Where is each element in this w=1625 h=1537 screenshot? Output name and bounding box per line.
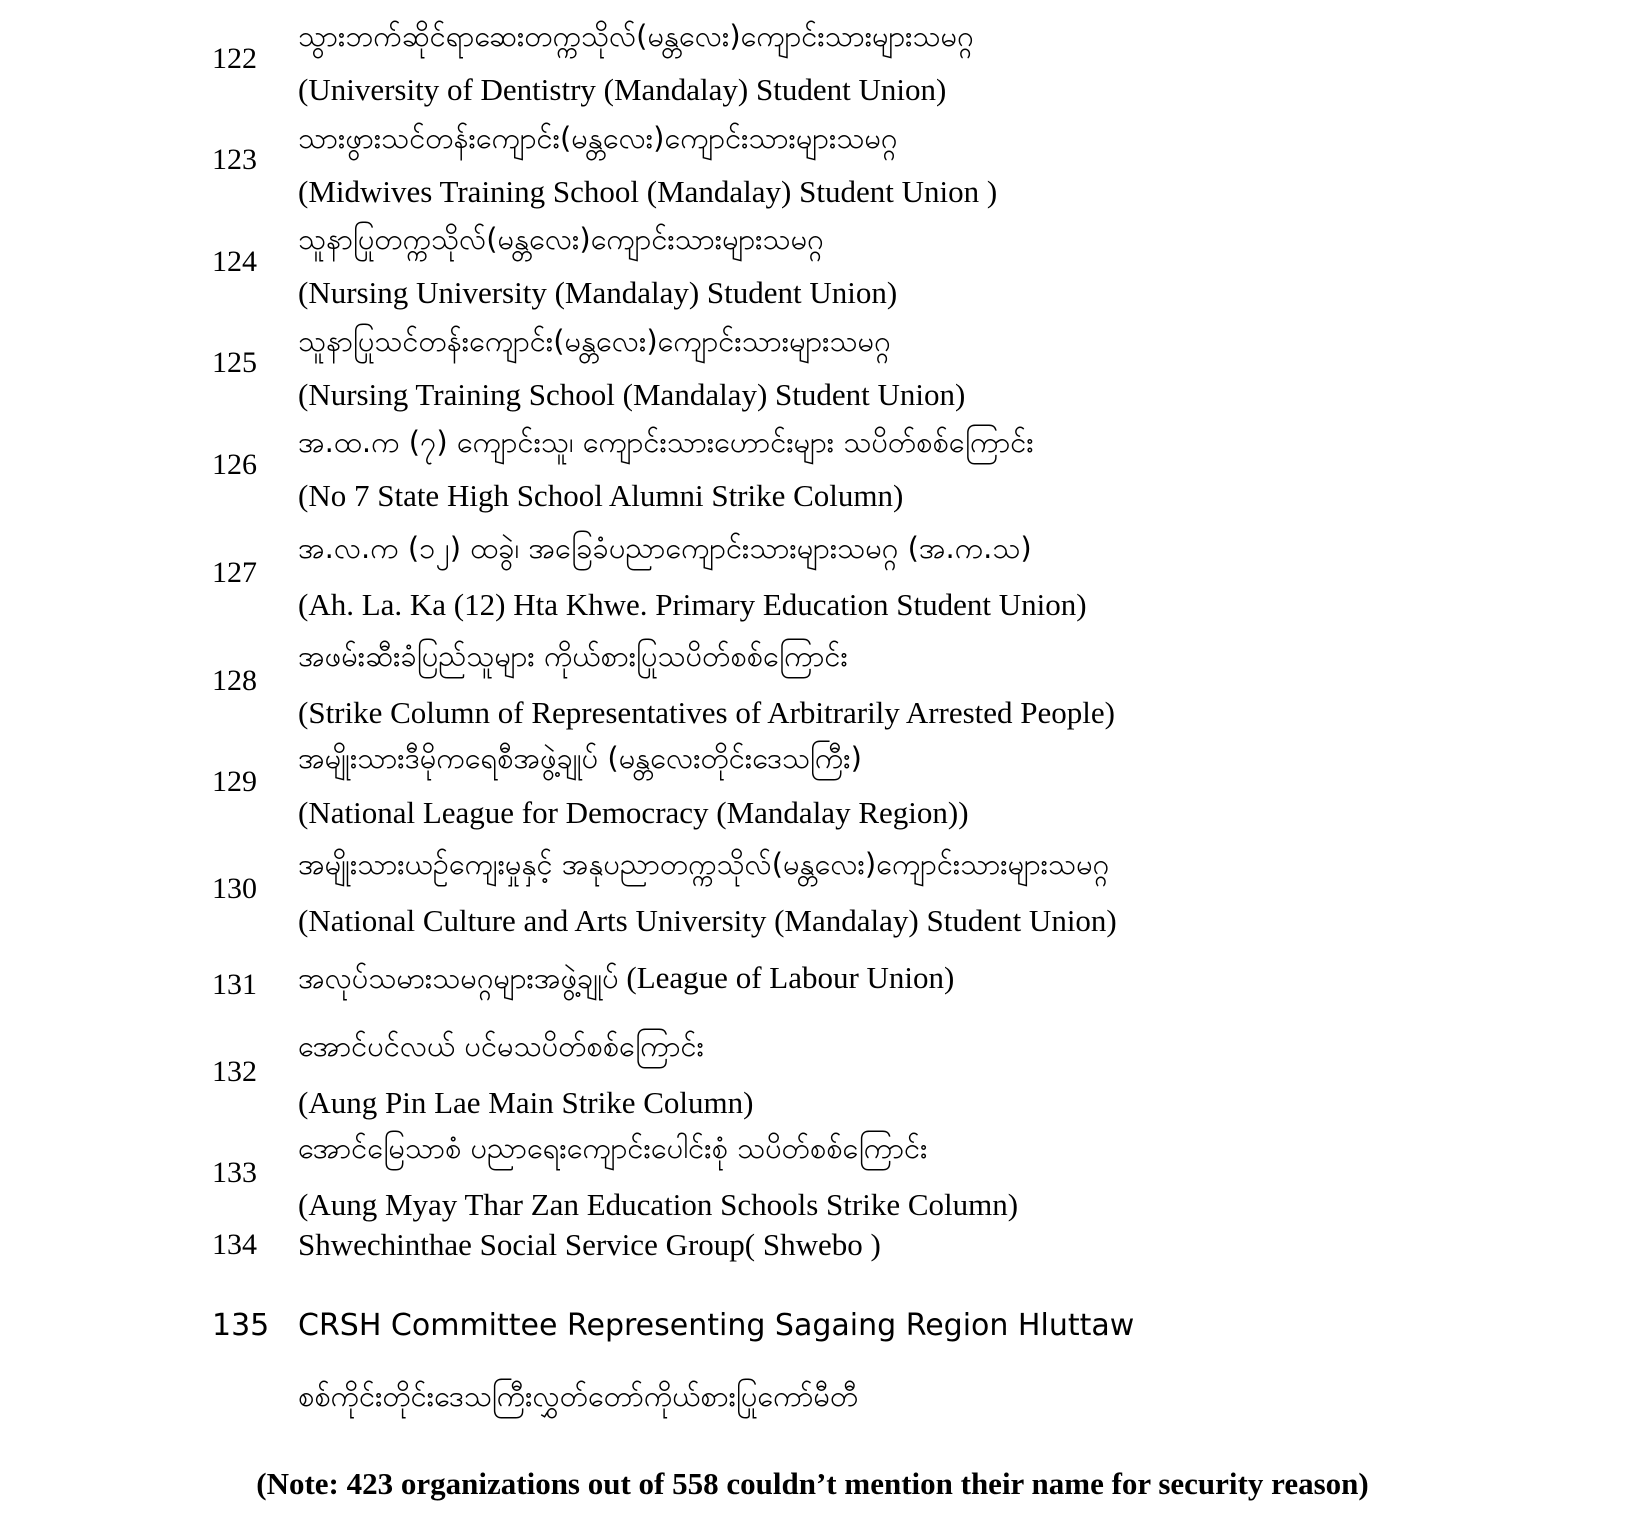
entry-burmese: အမျိုးသားယဉ်ကျေးမှုနှင့် အနုပညာတက္ကသိုလ်(မန္တလေး)ကျောင်းသားများသမဂ္ဂ: [298, 847, 1110, 881]
entry-number: 128: [212, 664, 257, 697]
entry-burmese: အ.ထ.က (၇) ကျောင်းသူ၊ ကျောင်းသားဟောင်းများ သပိတ်စစ်ကြောင်း: [298, 425, 1034, 459]
entry-english: (Aung Pin Lae Main Strike Column): [298, 1085, 754, 1120]
entry-english: (Nursing Training School (Mandalay) Student Union): [298, 377, 966, 412]
entry-number: 134: [212, 1228, 257, 1261]
entry-burmese: သားဖွားသင်တန်းကျောင်း(မန္တလေး)ကျောင်းသားများသမဂ္ဂ: [298, 121, 898, 155]
entry-english: (University of Dentistry (Mandalay) Student Union): [298, 72, 947, 107]
entry-burmese: အ.လ.က (၁၂) ထခွဲ၊ အခြေခံပညာကျောင်းသားများသမဂ္ဂ (အ.က.သ): [298, 531, 1032, 565]
entry-english: (Ah. La. Ka (12) Hta Khwe. Primary Education Student Union): [298, 587, 1087, 622]
entry-burmese: သွားဘက်ဆိုင်ရာဆေးတက္ကသိုလ်(မန္တလေး)ကျောင်းသားများသမဂ္ဂ: [298, 19, 974, 53]
entry-burmese: အမျိုးသားဒီမိုကရေစီအဖွဲ့ချုပ် (မန္တလေးတိုင်းဒေသကြီး): [298, 741, 862, 775]
entry-number: 125: [212, 346, 257, 379]
entry-burmese: သူနာပြုတက္ကသိုလ်(မန္တလေး)ကျောင်းသားများသမဂ္ဂ: [298, 222, 824, 256]
entry-burmese: စစ်ကိုင်းတိုင်းဒေသကြီးလွှတ်တော်ကိုယ်စားပြုကော်မီတီ: [298, 1379, 859, 1413]
footnote: (Note: 423 organizations out of 558 couldn’t mention their name for security reason): [256, 1466, 1369, 1501]
entry-english: (National Culture and Arts University (Mandalay) Student Union): [298, 903, 1117, 938]
entry-english: Shwechinthae Social Service Group( Shwebo ): [298, 1227, 881, 1262]
entry-english: (Aung Myay Thar Zan Education Schools Strike Column): [298, 1187, 1019, 1222]
entry-english: CRSH Committee Representing Sagaing Region Hluttaw: [298, 1308, 1135, 1343]
entry-number: 123: [212, 143, 257, 176]
entry-number: 124: [212, 245, 257, 278]
entry-number: 135: [212, 1308, 270, 1343]
entry-burmese: အောင်ပင်လယ် ပင်မသပိတ်စစ်ကြောင်း: [298, 1029, 704, 1063]
entry-burmese: အောင်မြေသာစံ ပညာရေးကျောင်းပေါင်းစုံ သပိတ်စစ်ကြောင်း: [298, 1131, 928, 1165]
entry-number: 130: [212, 872, 257, 905]
entry-english: (National League for Democracy (Mandalay Region)): [298, 795, 969, 830]
entry-number: 133: [212, 1156, 257, 1189]
entry-english: (League of Labour Union): [626, 960, 955, 995]
entry-burmese: အလုပ်သမားသမဂ္ဂများအဖွဲ့ချုပ်: [298, 961, 619, 995]
entry-burmese: အဖမ်းဆီးခံပြည်သူများ ကိုယ်စားပြုသပိတ်စစ်ကြောင်း: [298, 639, 848, 673]
entry-burmese: သူနာပြုသင်တန်းကျောင်း(မန္တလေး)ကျောင်းသားများသမဂ္ဂ: [298, 324, 891, 358]
entry-english: (No 7 State High School Alumni Strike Column): [298, 478, 904, 513]
entry-number: 127: [212, 556, 257, 589]
entry-english: (Midwives Training School (Mandalay) Student Union ): [298, 174, 998, 209]
entry-number: 126: [212, 448, 257, 481]
entry-number: 132: [212, 1055, 257, 1088]
entry-english: (Strike Column of Representatives of Arbitrarily Arrested People): [298, 695, 1116, 730]
entry-number: 129: [212, 765, 257, 798]
entry-number: 122: [212, 42, 257, 75]
entry-english: (Nursing University (Mandalay) Student Union): [298, 275, 898, 310]
entry-text: [298, 960, 954, 996]
entry-number: 131: [212, 968, 257, 1001]
